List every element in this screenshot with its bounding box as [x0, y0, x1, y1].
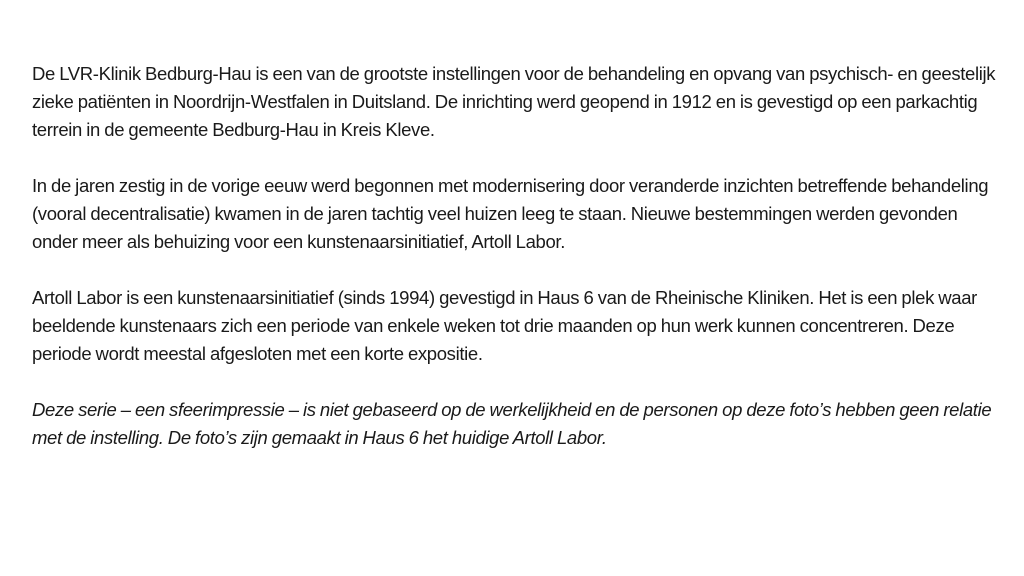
paragraph-disclaimer: Deze serie – een sfeerimpressie – is niet gebaseerd op de werkelijkheid en de personen op deze foto’s hebben geen relatie met de instelling. De foto’s zijn gemaakt in Haus 6 het huidige Artoll Labor.	[32, 399, 992, 448]
paragraph-artoll-labor: Artoll Labor is een kunstenaarsinitiatief (sinds 1994) gevestigd in Haus 6 van de Rheinische Kliniken. Het is een plek waar beeldende kunstenaars zich een periode van enkele weken tot drie maanden op hun werk kunnen concentreren. Deze periode wordt meestal afgesloten met een korte expositie.	[32, 287, 977, 364]
paragraph-clinic-intro: De LVR-Klinik Bedburg-Hau is een van de grootste instellingen voor de behandeling en opvang van psychisch- en geestelijk zieke patiënten in Noordrijn-Westfalen in Duitsland. De inrichting werd geopend in 1912 en is gevestigd op een parkachtig terrein in de gemeente Bedburg-Hau in Kreis Kleve.	[32, 63, 996, 140]
document-body	[32, 60, 1002, 480]
paragraph-modernisation: In de jaren zestig in de vorige eeuw werd begonnen met modernisering door veranderde inzichten betreffende behandeling (vooral decentralisatie) kwamen in de jaren tachtig veel huizen leeg te staan. Nieuwe bestemmingen werden gevonden onder meer als behuizing voor een kunstenaarsinitiatief, Artoll Labor.	[32, 175, 989, 252]
